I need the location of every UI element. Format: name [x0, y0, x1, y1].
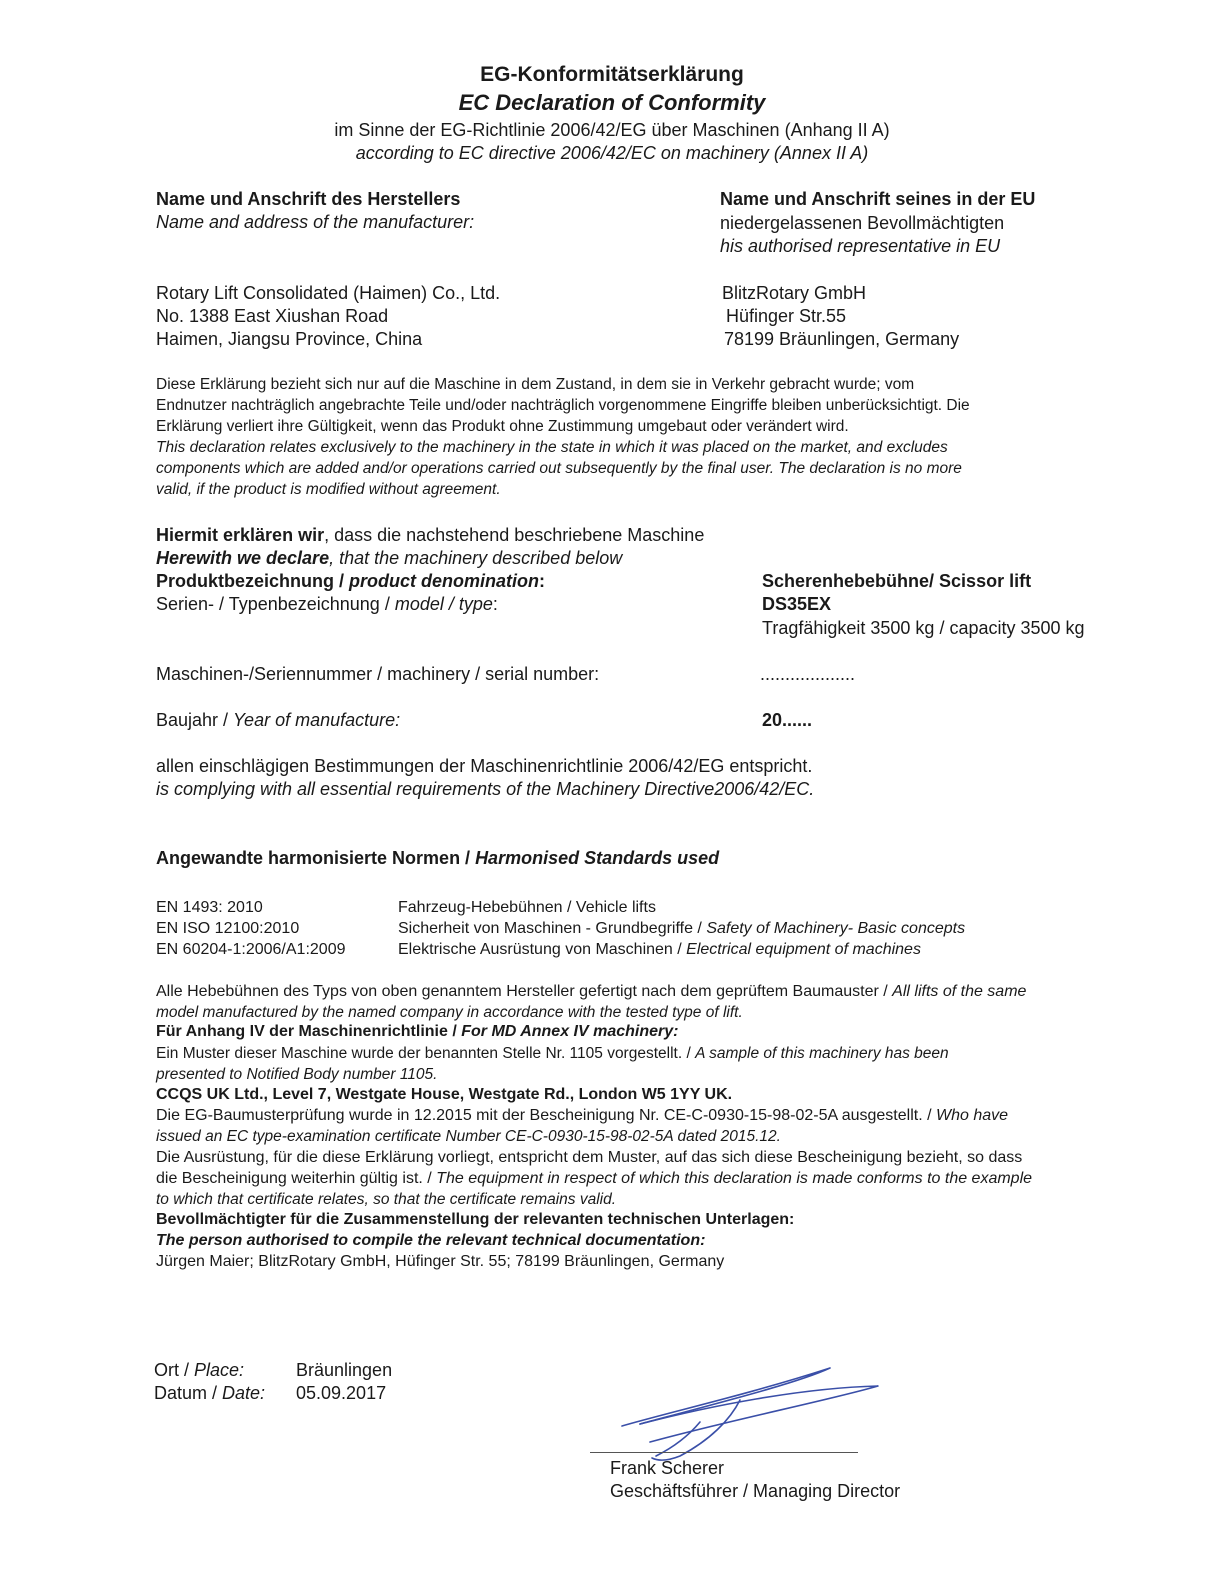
representative-line-1: BlitzRotary GmbH — [722, 283, 867, 303]
disclaimer-en-line: This declaration relates exclusively to the machinery in the state in which it was placed on the market, and excludes — [156, 439, 948, 456]
annex-heading-de: Für Anhang IV der Maschinenrichtlinie / — [156, 1023, 462, 1040]
standard-desc-de: Elektrische Ausrüstung von Maschinen / — [398, 941, 687, 958]
compliance-de: allen einschlägigen Bestimmungen der Maschinenrichtlinie 2006/42/EG entspricht. — [156, 756, 813, 776]
serial-label: Maschinen-/Seriennummer / machinery / serial number: — [156, 664, 600, 684]
lifts-note-en: All lifts of the same — [892, 983, 1027, 1000]
standard-code: EN 60204-1:2006/A1:2009 — [156, 941, 346, 958]
serial-value: ................... — [760, 664, 856, 684]
date-label-en: Date: — [222, 1383, 266, 1403]
standard-desc-en: Safety of Machinery- Basic concepts — [706, 920, 966, 937]
manufacturer-label-de: Name und Anschrift des Herstellers — [156, 189, 461, 209]
product-label — [156, 571, 545, 592]
manufacturer-line-3: Haimen, Jiangsu Province, China — [156, 329, 423, 349]
standard-desc-de: Fahrzeug-Hebebühnen / Vehicle lifts — [398, 899, 656, 916]
declaration-de — [156, 525, 704, 546]
equipment-note-de-1: Die Ausrüstung, für die diese Erklärung vorliegt, entspricht dem Muster, auf das sich diese Bescheinigung bezieht, so dass — [156, 1149, 1023, 1166]
title-de: EG-Konformitätserklärung — [480, 63, 744, 86]
place-label — [154, 1360, 244, 1381]
disclaimer-de-line: Endnutzer nachträglich angebrachte Teile und/oder nachträglich vorgenommene Eingriffe bleiben unberücksichtigt. Die — [156, 397, 970, 414]
type-label-de: Serien- / Typenbezeichnung / — [156, 594, 395, 614]
date-label — [154, 1383, 265, 1404]
equipment-note-en-1: The equipment in respect of which this declaration is made conforms to the example — [436, 1170, 1033, 1187]
place-label-de: Ort / — [154, 1360, 194, 1380]
signer-title: Geschäftsführer / Managing Director — [610, 1481, 901, 1501]
equipment-note-de-2: die Bescheinigung weiterhin gültig ist. / — [156, 1170, 437, 1187]
standards-heading-en: Harmonised Standards used — [475, 848, 720, 868]
disclaimer-en-line: valid, if the product is modified without agreement. — [156, 481, 501, 498]
product-label-de: Produktbezeichnung / — [156, 571, 350, 591]
year-value: 20...... — [762, 710, 813, 730]
place-label-en: Place: — [194, 1360, 245, 1380]
standard-code: EN ISO 12100:2010 — [156, 920, 300, 937]
sample-note — [156, 1045, 949, 1063]
declaration-en-bold: Herewith we declare — [156, 548, 330, 568]
sample-note-en: A sample of this machinery has been — [695, 1045, 949, 1062]
compliance-en: is complying with all essential requirements of the Machinery Directive2006/42/EC. — [156, 779, 815, 799]
exam-note-en: Who have — [935, 1107, 1009, 1124]
date-label-de: Datum / — [154, 1383, 223, 1403]
year-label — [156, 710, 400, 731]
signature-line — [590, 1452, 858, 1453]
annex-heading-en: For MD Annex IV machinery: — [461, 1023, 679, 1040]
lifts-note-en-2: model manufactured by the named company in accordance with the tested type of lift. — [156, 1004, 743, 1021]
signer-name: Frank Scherer — [610, 1458, 725, 1478]
standard-desc — [398, 941, 921, 959]
exam-note-en-2: issued an EC type-examination certificate Number CE-C-0930-15-98-02-5A dated 2015.12. — [156, 1128, 781, 1145]
standard-desc-en: Electrical equipment of machines — [686, 941, 921, 958]
equipment-note — [156, 1170, 1032, 1188]
representative-label-de-2: niedergelassenen Bevollmächtigten — [720, 213, 1005, 233]
standard-desc — [398, 899, 656, 917]
representative-label-de-1: Name und Anschrift seines in der EU — [720, 189, 1036, 209]
type-value: DS35EX — [762, 594, 832, 614]
capacity-value: Tragfähigkeit 3500 kg / capacity 3500 kg — [762, 618, 1085, 638]
standard-code: EN 1493: 2010 — [156, 899, 263, 916]
lifts-note — [156, 983, 1026, 1001]
subtitle-en: according to EC directive 2006/42/EC on machinery (Annex II A) — [355, 143, 869, 163]
declaration-en — [156, 548, 622, 569]
exam-note — [156, 1107, 1008, 1125]
equipment-note-en-2: to which that certificate relates, so that the certificate remains valid. — [156, 1191, 617, 1208]
authorised-heading-en: The person authorised to compile the relevant technical documentation: — [156, 1232, 706, 1249]
title-en: EC Declaration of Conformity — [458, 90, 766, 115]
lifts-note-de: Alle Hebebühnen des Typs von oben genanntem Hersteller gefertigt nach dem geprüftem Baumauster / — [156, 983, 893, 1000]
representative-line-3: 78199 Bräunlingen, Germany — [724, 329, 960, 349]
annex-heading — [156, 1023, 678, 1041]
disclaimer-de-line: Diese Erklärung bezieht sich nur auf die Maschine in dem Zustand, in dem sie in Verkehr gebracht wurde; vom — [156, 376, 915, 393]
disclaimer-en-line: components which are added and/or operations carried out subsequently by the final user. The declaration is no more — [156, 460, 962, 477]
type-label-en: model / type — [394, 594, 493, 614]
representative-line-2: Hüfinger Str.55 — [726, 306, 847, 326]
declaration-de-rest: , dass die nachstehend beschriebene Maschine — [324, 525, 705, 545]
year-label-de: Baujahr / — [156, 710, 234, 730]
standard-desc — [398, 920, 965, 938]
notified-body-address: CCQS UK Ltd., Level 7, Westgate House, Westgate Rd., London W5 1YY UK. — [156, 1086, 733, 1103]
subtitle-de: im Sinne der EG-Richtlinie 2006/42/EG über Maschinen (Anhang II A) — [334, 120, 890, 140]
sample-note-en-2: presented to Notified Body number 1105. — [156, 1066, 438, 1083]
manufacturer-line-1: Rotary Lift Consolidated (Haimen) Co., Ltd. — [156, 283, 501, 303]
exam-note-de: Die EG-Baumusterprüfung wurde in 12.2015 mit der Bescheinigung Nr. CE-C-0930-15-98-02-5A ausgestellt. / — [156, 1107, 936, 1124]
disclaimer-de-line: Erklärung verliert ihre Gültigkeit, wenn das Produkt ohne Zustimmung umgebaut oder verändert wird. — [156, 418, 849, 435]
product-label-en: product denomination — [349, 571, 539, 591]
type-label-colon: : — [492, 594, 498, 614]
product-value: Scherenhebebühne/ Scissor lift — [762, 571, 1032, 591]
product-label-colon: : — [539, 571, 545, 591]
representative-label-en: his authorised representative in EU — [720, 236, 1001, 256]
manufacturer-label-en: Name and address of the manufacturer: — [156, 212, 475, 232]
standards-heading-de: Angewandte harmonisierte Normen / — [156, 848, 476, 868]
authorised-heading-de: Bevollmächtigter für die Zusammenstellung der relevanten technischen Unterlagen: — [156, 1211, 795, 1228]
declaration-en-rest: , that the machinery described below — [329, 548, 623, 568]
authorised-person: Jürgen Maier; BlitzRotary GmbH, Hüfinger Str. 55; 78199 Bräunlingen, Germany — [156, 1253, 725, 1270]
sample-note-de: Ein Muster dieser Maschine wurde der benannten Stelle Nr. 1105 vorgestellt. / — [156, 1045, 696, 1062]
place-value: Bräunlingen — [296, 1360, 393, 1380]
date-value: 05.09.2017 — [296, 1383, 387, 1403]
standard-desc-de: Sicherheit von Maschinen - Grundbegriffe / — [398, 920, 707, 937]
declaration-de-bold: Hiermit erklären wir — [156, 525, 325, 545]
manufacturer-line-2: No. 1388 East Xiushan Road — [156, 306, 389, 326]
standards-heading — [156, 848, 719, 869]
type-label — [156, 594, 498, 615]
year-label-en: Year of manufacture: — [233, 710, 401, 730]
